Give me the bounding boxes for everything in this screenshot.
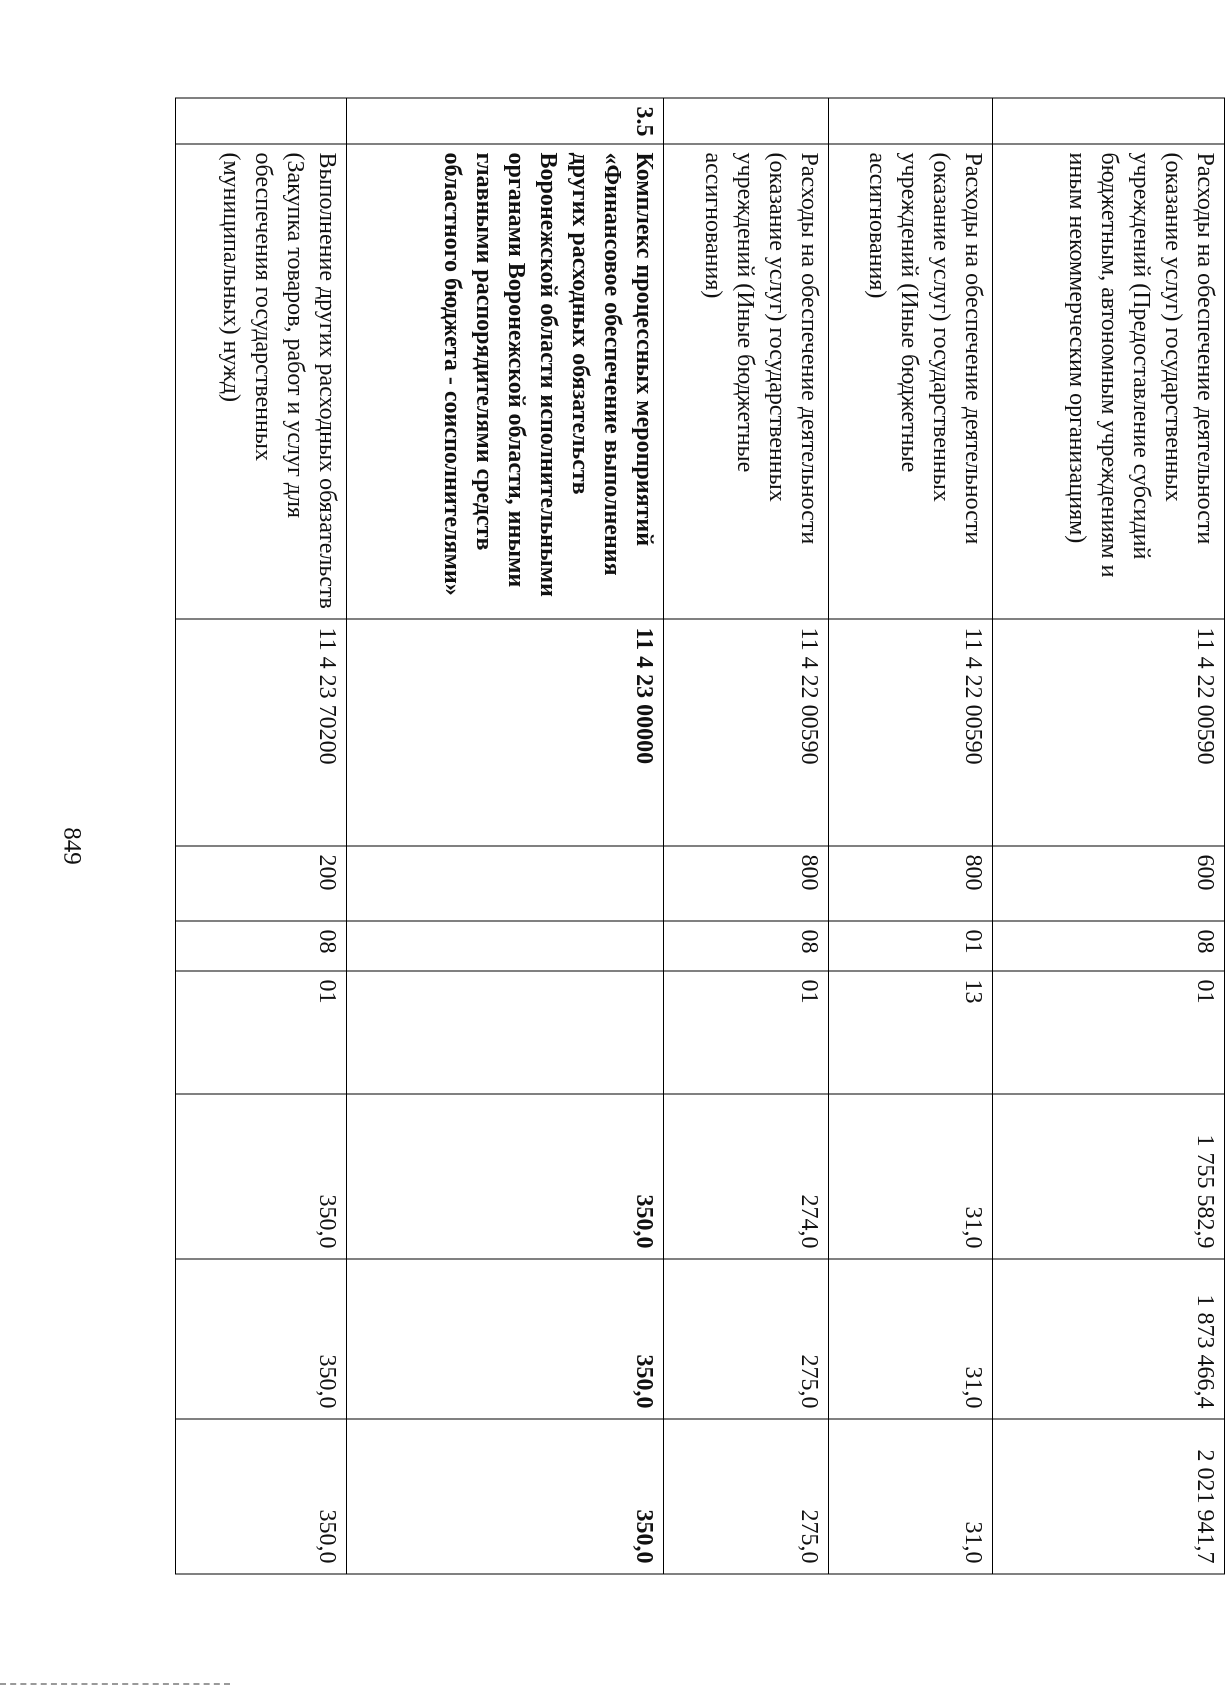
table-row [663, 98, 828, 1574]
section-code: 08 [663, 921, 828, 971]
row-number [663, 98, 828, 144]
table-row [993, 98, 1225, 1574]
section-code: 01 [828, 921, 993, 971]
expense-type [346, 846, 663, 921]
amount-year-3: 350,0 [176, 1419, 347, 1574]
expense-name: Комплекс процессных мероприятий «Финансовое обеспечение выполнения других расходных обязательств Воронежской области исполнительными органами Воронежской области, иными главными распорядителями средств областного бюджета - соисполнителями» [346, 144, 663, 619]
amount-year-1: 1 755 582,9 [993, 1094, 1225, 1259]
target-code: 11 4 23 00000 [346, 619, 663, 846]
amount-year-1: 274,0 [663, 1094, 828, 1259]
target-code: 11 4 22 00590 [828, 619, 993, 846]
amount-year-3: 2 021 941,7 [993, 1419, 1225, 1574]
expense-name: Выполнение других расходных обязательств (Закупка товаров, работ и услуг для обеспечения государственных (муниципальных) нужд) [176, 144, 347, 619]
target-code: 11 4 22 00590 [993, 619, 1225, 846]
row-number [993, 98, 1225, 144]
table-row [828, 98, 993, 1574]
table-row [346, 98, 663, 1574]
subsection-code: 01 [993, 971, 1225, 1094]
subsection-code: 01 [663, 971, 828, 1094]
amount-year-1: 350,0 [346, 1094, 663, 1259]
amount-year-1: 31,0 [828, 1094, 993, 1259]
amount-year-2: 350,0 [176, 1259, 347, 1419]
amount-year-2: 275,0 [663, 1259, 828, 1419]
budget-table [175, 98, 1225, 1575]
amount-year-2: 350,0 [346, 1259, 663, 1419]
expense-type: 200 [176, 846, 347, 921]
section-code [346, 921, 663, 971]
page-number: 849 [58, 827, 86, 865]
expense-name: Расходы на обеспечение деятельности (оказание услуг) государственных учреждений (Иные бюджетные ассигнования) [663, 144, 828, 619]
expense-type: 800 [828, 846, 993, 921]
target-code: 11 4 22 00590 [663, 619, 828, 846]
expense-type: 800 [663, 846, 828, 921]
subsection-code: 01 [176, 971, 347, 1094]
amount-year-2: 1 873 466,4 [993, 1259, 1225, 1419]
amount-year-3: 350,0 [346, 1419, 663, 1574]
row-number [176, 98, 347, 144]
row-number: 3.5 [346, 98, 663, 144]
section-code: 08 [993, 921, 1225, 971]
row-number [828, 98, 993, 144]
table-row [176, 98, 347, 1574]
expense-name: Расходы на обеспечение деятельности (оказание услуг) государственных учреждений (Предоставление субсидий бюджетным, автономным учреждениям и иным некоммерческим организациям) [993, 144, 1225, 619]
amount-year-1: 350,0 [176, 1094, 347, 1259]
amount-year-3: 31,0 [828, 1419, 993, 1574]
target-code: 11 4 23 70200 [176, 619, 347, 846]
subsection-code [346, 971, 663, 1094]
subsection-code: 13 [828, 971, 993, 1094]
section-code: 08 [176, 921, 347, 971]
amount-year-2: 31,0 [828, 1259, 993, 1419]
expense-type: 600 [993, 846, 1225, 921]
expense-name: Расходы на обеспечение деятельности (оказание услуг) государственных учреждений (Иные бюджетные ассигнования) [828, 144, 993, 619]
table-body [176, 98, 1225, 1574]
scan-edge-line [0, 1683, 230, 1685]
amount-year-3: 275,0 [663, 1419, 828, 1574]
